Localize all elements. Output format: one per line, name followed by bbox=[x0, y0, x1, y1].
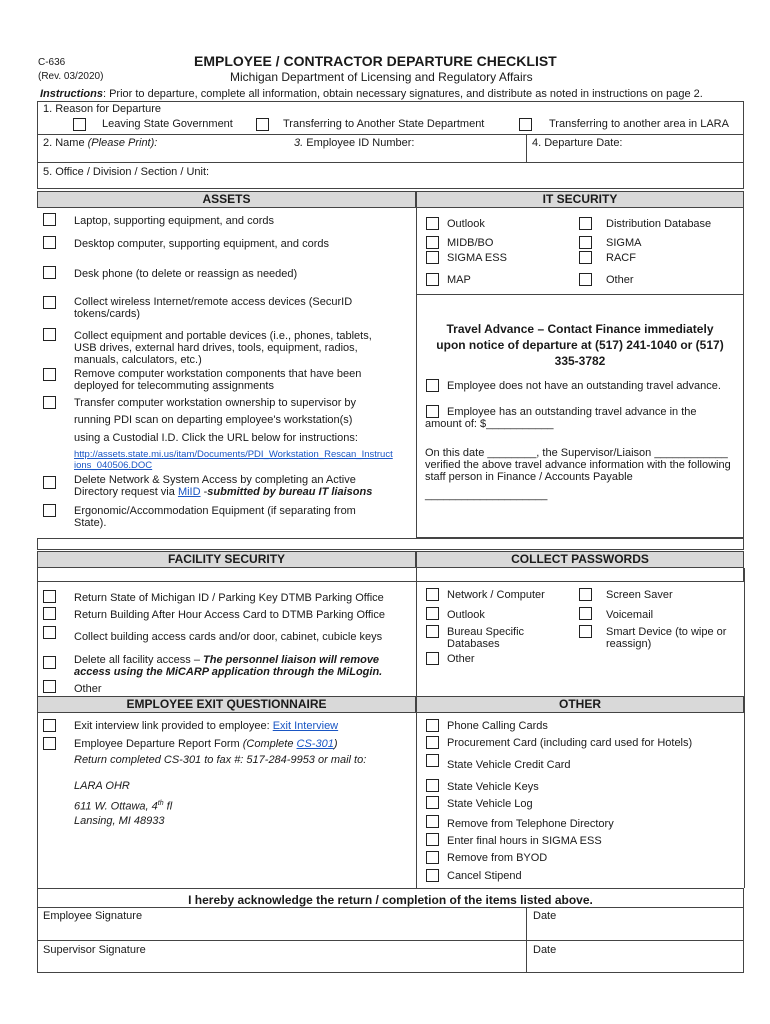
byod-label: Remove from BYOD bbox=[447, 852, 548, 864]
wireless-devices-label: Collect wireless Internet/remote access devices (SecurID tokens/cards) bbox=[74, 296, 353, 320]
reason-transfer-dept-label: Transferring to Another State Department bbox=[283, 118, 485, 130]
collect-keys-checkbox[interactable] bbox=[43, 626, 56, 639]
sigma-ess-checkbox[interactable] bbox=[426, 251, 439, 264]
has-travel-advance-label: Employee has an outstanding travel advance in the amount of: $___________ bbox=[425, 406, 697, 430]
instructions-text: : Prior to departure, complete all information, obtain necessary signatures, and distribute as noted in instructions on page 2. bbox=[102, 88, 703, 100]
it-security-heading: IT SECURITY bbox=[416, 191, 744, 208]
page-title: EMPLOYEE / CONTRACTOR DEPARTURE CHECKLIST bbox=[194, 53, 557, 69]
employee-id-field[interactable] bbox=[294, 137, 414, 149]
return-id-label: Return State of Michigan ID / Parking Key DTMB Parking Office bbox=[74, 592, 384, 604]
divider bbox=[37, 134, 744, 135]
divider bbox=[37, 907, 744, 908]
collect-keys-label: Collect building access cards and/or door, cabinet, cubicle keys bbox=[74, 631, 383, 643]
return-id-checkbox[interactable] bbox=[43, 590, 56, 603]
desk-phone-label: Desk phone (to delete or reassign as needed) bbox=[74, 268, 298, 280]
workstation-components-label: Remove computer workstation components that have been deployed for telecommuting assignments bbox=[74, 368, 362, 392]
exit-interview-link[interactable]: Exit Interview bbox=[272, 720, 339, 732]
name-hint: (Please Print): bbox=[87, 137, 158, 149]
ergonomic-equipment-label: Ergonomic/Accommodation Equipment (if separating from State). bbox=[74, 505, 356, 529]
outlook-access-checkbox[interactable] bbox=[426, 217, 439, 230]
byod-checkbox[interactable] bbox=[426, 851, 439, 864]
address-floor: fl bbox=[163, 800, 173, 813]
divider bbox=[37, 940, 744, 941]
it-other-checkbox[interactable] bbox=[579, 273, 592, 286]
no-travel-advance-label: Employee does not have an outstanding travel advance. bbox=[447, 380, 721, 392]
exit-interview-label bbox=[74, 720, 338, 732]
vehicle-credit-card-checkbox[interactable] bbox=[426, 754, 439, 767]
vehicle-keys-label: State Vehicle Keys bbox=[447, 781, 539, 793]
other-heading: OTHER bbox=[416, 696, 744, 713]
wireless-devices-checkbox[interactable] bbox=[43, 296, 56, 309]
telephone-directory-label: Remove from Telephone Directory bbox=[447, 818, 614, 830]
acknowledgement-text: I hereby acknowledge the return / completion of the items listed above. bbox=[188, 893, 593, 907]
voicemail-password-label: Voicemail bbox=[606, 609, 654, 621]
mail-address-line2 bbox=[74, 798, 172, 813]
address-street: 611 W. Ottawa, 4 bbox=[74, 800, 158, 813]
laptop-checkbox[interactable] bbox=[43, 213, 56, 226]
phone-calling-cards-label: Phone Calling Cards bbox=[447, 720, 548, 732]
cancel-stipend-label: Cancel Stipend bbox=[447, 870, 522, 882]
delete-network-note: submitted by bureau IT liaisons bbox=[207, 486, 373, 498]
no-travel-advance-checkbox[interactable] bbox=[426, 379, 439, 392]
map-label: MAP bbox=[447, 274, 471, 286]
mail-address-line1: LARA OHR bbox=[74, 780, 130, 792]
facility-other-checkbox[interactable] bbox=[43, 680, 56, 693]
delete-network-text: Delete Network & System Access by completing an Active Directory request via bbox=[74, 474, 356, 498]
racf-checkbox[interactable] bbox=[579, 251, 592, 264]
revision-date: (Rev. 03/2020) bbox=[38, 71, 104, 82]
collect-passwords-heading: COLLECT PASSWORDS bbox=[416, 551, 744, 568]
exit-questionnaire-heading: EMPLOYEE EXIT QUESTIONNAIRE bbox=[37, 696, 416, 713]
delete-facility-text: Delete all facility access – bbox=[74, 654, 203, 666]
it-other-label: Other bbox=[606, 274, 634, 286]
supervisor-date-field[interactable]: Date bbox=[533, 944, 557, 956]
smart-device-password-checkbox[interactable] bbox=[579, 625, 592, 638]
transfer-ownership-checkbox[interactable] bbox=[43, 396, 56, 409]
desktop-label: Desktop computer, supporting equipment, and cords bbox=[74, 238, 329, 250]
bureau-db-password-checkbox[interactable] bbox=[426, 625, 439, 638]
instructions bbox=[40, 88, 703, 100]
outlook-access-label: Outlook bbox=[447, 218, 485, 230]
outlook-password-label: Outlook bbox=[447, 609, 485, 621]
sigma-checkbox[interactable] bbox=[579, 236, 592, 249]
procurement-card-label: Procurement Card (including card used for Hotels) bbox=[447, 737, 693, 749]
departure-report-label bbox=[74, 738, 338, 750]
outlook-password-checkbox[interactable] bbox=[426, 607, 439, 620]
desk-phone-checkbox[interactable] bbox=[43, 266, 56, 279]
departure-report-close: ) bbox=[333, 738, 338, 750]
sigma-hours-label: Enter final hours in SIGMA ESS bbox=[447, 835, 602, 847]
delete-facility-access-label bbox=[74, 654, 404, 678]
phone-calling-cards-checkbox[interactable] bbox=[426, 719, 439, 732]
transfer-ownership-line2: running PDI scan on departing employee's workstation(s) bbox=[74, 414, 353, 426]
reason-transfer-lara-label: Transferring to another area in LARA bbox=[549, 118, 729, 130]
departure-report-text: Employee Departure Report Form bbox=[74, 738, 243, 750]
departure-report-paren: (Complete bbox=[242, 738, 297, 750]
screensaver-password-label: Screen Saver bbox=[606, 589, 673, 601]
delete-facility-note: The personnel liaison will remove access using the MiCARP application through the MiLogin. bbox=[74, 654, 383, 678]
address-sup: th bbox=[157, 800, 164, 807]
right-border bbox=[744, 568, 745, 888]
delete-network-access-label bbox=[74, 474, 384, 498]
sigma-hours-checkbox[interactable] bbox=[426, 833, 439, 846]
vehicle-log-label: State Vehicle Log bbox=[447, 798, 533, 810]
departure-date-field[interactable]: 4. Departure Date: bbox=[532, 137, 623, 149]
assets-heading: ASSETS bbox=[37, 191, 416, 208]
reason-label: 1. Reason for Departure bbox=[43, 103, 162, 115]
divider bbox=[37, 162, 744, 163]
supervisor-signature-field[interactable]: Supervisor Signature bbox=[43, 944, 146, 956]
delete-facility-access-checkbox[interactable] bbox=[43, 656, 56, 669]
desktop-checkbox[interactable] bbox=[43, 236, 56, 249]
sigma-label: SIGMA bbox=[606, 237, 642, 249]
facility-other-label: Other bbox=[74, 683, 102, 695]
page-subtitle: Michigan Department of Licensing and Regulatory Affairs bbox=[230, 70, 533, 84]
passwords-other-checkbox[interactable] bbox=[426, 652, 439, 665]
sigma-ess-label: SIGMA ESS bbox=[447, 252, 507, 264]
departure-report-checkbox[interactable] bbox=[43, 737, 56, 750]
portable-devices-label: Collect equipment and portable devices (i.e., phones, tablets, USB drives, external hard drives, tools, equipment, radios, manuals, calculators, etc.) bbox=[74, 330, 372, 366]
employee-id-number: 3. bbox=[294, 137, 304, 149]
return-access-card-checkbox[interactable] bbox=[43, 607, 56, 620]
miid-link[interactable]: MiID bbox=[177, 486, 201, 498]
workstation-components-checkbox[interactable] bbox=[43, 368, 56, 381]
name-label: 2. Name bbox=[43, 137, 88, 149]
laptop-label: Laptop, supporting equipment, and cords bbox=[74, 215, 274, 227]
exit-interview-text: Exit interview link provided to employee: bbox=[74, 720, 273, 732]
employee-date-field[interactable]: Date bbox=[533, 910, 557, 922]
transfer-ownership-line1: Transfer computer workstation ownership to supervisor by bbox=[74, 397, 357, 409]
name-field[interactable] bbox=[43, 137, 157, 149]
cancel-stipend-checkbox[interactable] bbox=[426, 869, 439, 882]
smart-device-password-label: Smart Device (to wipe or reassign) bbox=[606, 626, 727, 650]
finance-staff-line[interactable]: ____________________ bbox=[425, 489, 548, 501]
facility-security-heading: FACILITY SECURITY bbox=[37, 551, 416, 568]
screensaver-password-checkbox[interactable] bbox=[579, 588, 592, 601]
vehicle-keys-checkbox[interactable] bbox=[426, 779, 439, 792]
divider bbox=[416, 294, 744, 295]
reason-leaving-checkbox[interactable] bbox=[73, 118, 86, 131]
midb-label: MIDB/BO bbox=[447, 237, 494, 249]
left-border bbox=[37, 568, 38, 888]
racf-label: RACF bbox=[606, 252, 636, 264]
travel-verification-note: On this date ________, the Supervisor/Liaison ____________ verified the above travel advance information with the following staff person in Finance / Accounts Payable bbox=[425, 447, 731, 483]
instructions-label: Instructions bbox=[40, 88, 103, 100]
transfer-ownership-line3: using a Custodial I.D. Click the URL below for instructions: bbox=[74, 432, 358, 444]
network-password-checkbox[interactable] bbox=[426, 588, 439, 601]
vehicle-credit-card-label: State Vehicle Credit Card bbox=[447, 759, 571, 771]
return-instructions: Return completed CS-301 to fax #: 517-284-9953 or mail to: bbox=[74, 754, 367, 766]
spacer-row bbox=[37, 568, 744, 582]
travel-advance-title: Travel Advance – Contact Finance immediately upon notice of departure at (517) 241-1040 or (517) 335-3782 bbox=[436, 322, 724, 368]
mail-address-line3: Lansing, MI 48933 bbox=[74, 815, 165, 827]
divider bbox=[526, 907, 527, 973]
column-divider bbox=[416, 568, 417, 888]
passwords-other-label: Other bbox=[447, 653, 475, 665]
bureau-db-password-label: Bureau Specific Databases bbox=[447, 626, 525, 650]
cs301-link[interactable]: CS-301 bbox=[296, 738, 334, 750]
distribution-db-label: Distribution Database bbox=[606, 218, 712, 230]
portable-devices-checkbox[interactable] bbox=[43, 328, 56, 341]
distribution-db-checkbox[interactable] bbox=[579, 217, 592, 230]
ergonomic-equipment-checkbox[interactable] bbox=[43, 504, 56, 517]
separator-row bbox=[37, 538, 744, 550]
telephone-directory-checkbox[interactable] bbox=[426, 815, 439, 828]
employee-signature-field[interactable]: Employee Signature bbox=[43, 910, 143, 922]
delete-network-dash: - bbox=[200, 486, 208, 498]
procurement-card-checkbox[interactable] bbox=[426, 736, 439, 749]
reason-transfer-lara-checkbox[interactable] bbox=[519, 118, 532, 131]
voicemail-password-checkbox[interactable] bbox=[579, 607, 592, 620]
reason-leaving-label: Leaving State Government bbox=[102, 118, 233, 130]
vehicle-log-checkbox[interactable] bbox=[426, 796, 439, 809]
midb-checkbox[interactable] bbox=[426, 236, 439, 249]
office-field[interactable]: 5. Office / Division / Section / Unit: bbox=[43, 166, 210, 178]
delete-network-access-checkbox[interactable] bbox=[43, 476, 56, 489]
employee-id-label: Employee ID Number: bbox=[303, 137, 415, 149]
return-access-card-label: Return Building After Hour Access Card to DTMB Parking Office bbox=[74, 609, 385, 621]
exit-interview-checkbox[interactable] bbox=[43, 719, 56, 732]
divider bbox=[526, 134, 527, 162]
map-checkbox[interactable] bbox=[426, 273, 439, 286]
form-number: C-636 bbox=[38, 57, 66, 68]
network-password-label: Network / Computer bbox=[447, 589, 545, 601]
reason-transfer-dept-checkbox[interactable] bbox=[256, 118, 269, 131]
pdi-instructions-link[interactable]: http://assets.state.mi.us/itam/Documents/PDI_Workstation_Rescan_Instructions_040506.DOC bbox=[74, 449, 393, 471]
